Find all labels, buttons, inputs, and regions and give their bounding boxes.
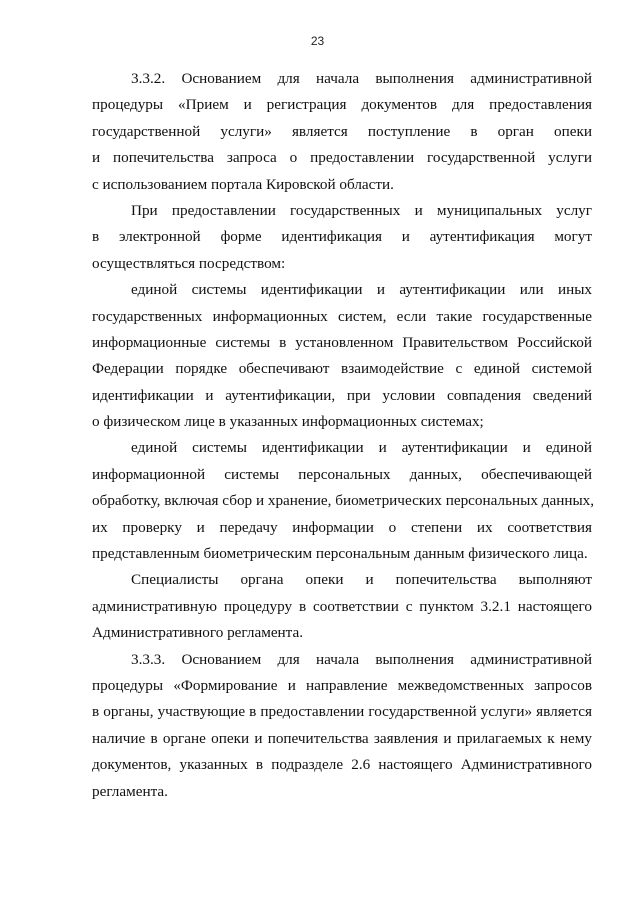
text-line: процедуры «Прием и регистрация документов для предоставления [92,96,592,114]
text-line: единой системы идентификации и аутентификации или иных [131,281,592,299]
text-line: информационной системы персональных данных, обеспечивающей [92,465,592,483]
text-line: обработку, включая сбор и хранение, биометрических персональных данных, [92,492,595,510]
text-line: о физическом лице в указанных информационных системах; [92,413,484,431]
text-line: информационные системы в установленном Правительством Российской [92,333,592,351]
text-line: с использованием портала Кировской области. [92,175,394,193]
text-line: Административного регламента. [92,624,304,642]
text-line: их проверку и передачу информации о степени их соответствия [92,518,592,536]
text-line: При предоставлении государственных и муниципальных услуг [131,201,592,219]
text-line: государственных информационных систем, если такие государственные [92,307,592,325]
text-line: административную процедуру в соответствии с пунктом 3.2.1 настоящего [92,597,592,615]
text-line: представленным биометрическим персональным данным физического лица. [92,545,588,563]
paragraph-3-3-2 [92,66,592,198]
text-line: регламента. [92,782,168,800]
text-line: идентификации и аутентификации, при условии совпадения сведений [92,386,592,404]
text-line: наличие в органе опеки и попечительства заявления и прилагаемых к нему [92,729,592,747]
text-line: процедуры «Формирование и направление межведомственных запросов [92,676,592,694]
text-line: в органы, участвующие в предоставлении государственной услуги» является [92,703,592,721]
text-line: документов, указанных в подразделе 2.6 настоящего Административного [92,756,592,774]
paragraph-identification [92,198,592,277]
text-line: 3.3.3. Основанием для начала выполнения административной [131,650,592,668]
text-line: в электронной форме идентификация и аутентификация могут [92,228,592,246]
paragraph-3-3-3 [92,647,592,805]
text-line: Федерации порядке обеспечивают взаимодействие с единой системой [92,360,592,378]
text-line: 3.3.2. Основанием для начала выполнения административной [131,70,592,87]
text-line: и попечительства запроса о предоставлении государственной услуги [92,149,592,167]
paragraph-specialists [92,567,592,646]
paragraph-biometric-system [92,435,595,567]
text-line: единой системы идентификации и аутентификации и единой [131,439,592,457]
document-body [92,66,595,805]
text-line: государственной услуги» является поступление в орган опеки [92,122,592,140]
page-number: 23 [310,34,325,48]
paragraph-unified-identification-system [92,277,592,435]
text-line: осуществляться посредством: [92,254,286,272]
text-line: Специалисты органа опеки и попечительства выполняют [131,571,592,589]
